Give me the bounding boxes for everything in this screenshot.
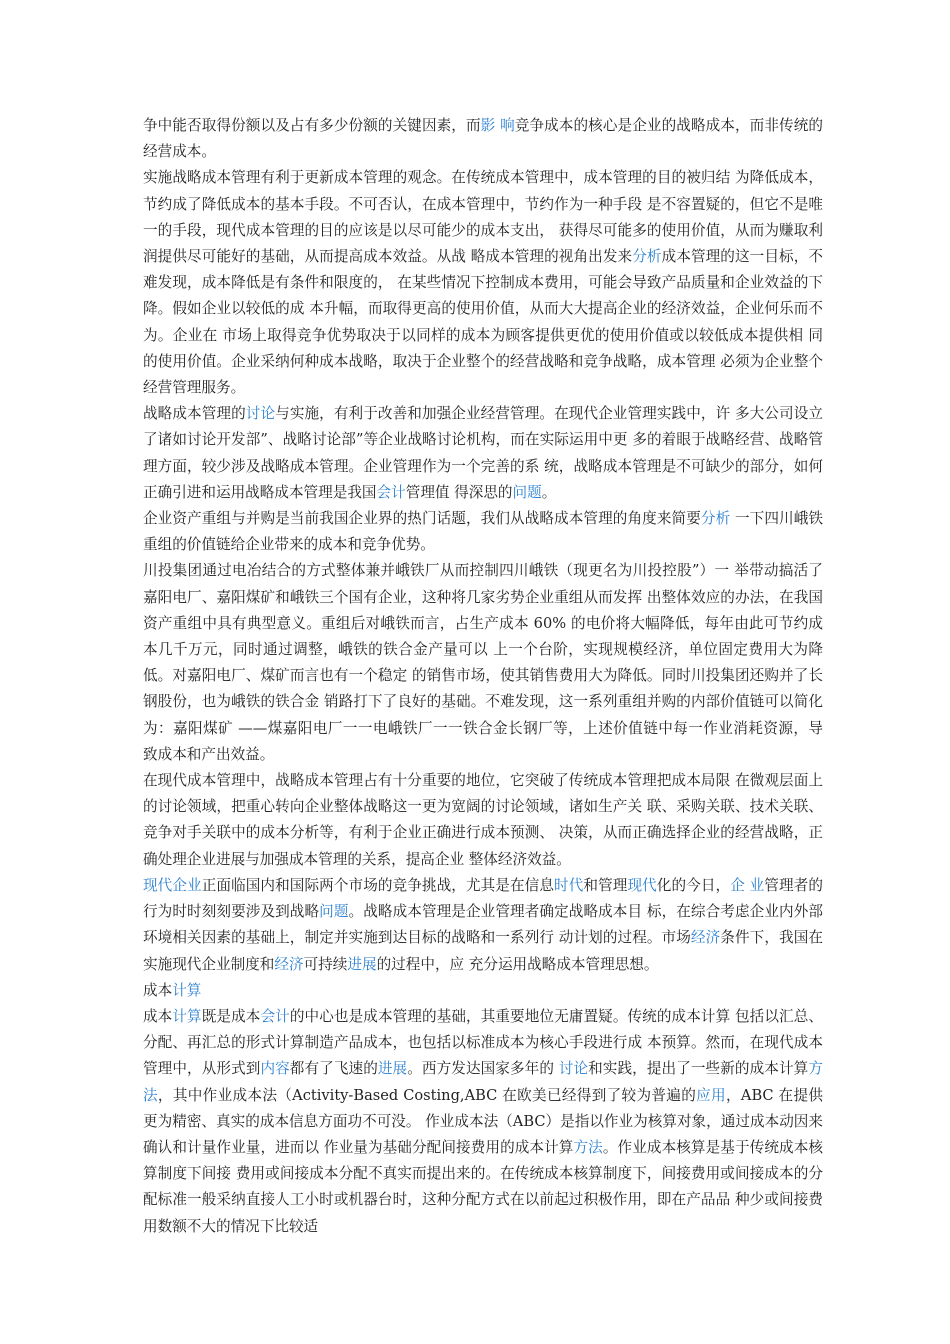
hyperlink-term[interactable]: 问题 — [319, 903, 349, 921]
hyperlink-term[interactable]: 方法 — [573, 1138, 603, 1156]
hyperlink-term[interactable]: 现代 — [627, 876, 657, 894]
body-text: ，ABC 在提供更为精密、真实的成本信息方面功不可没。 作业成本法（ABC）是指以作业为核算对象，通过成本动因来确认和计量作业量，进而以 作业量为基础分配间接费用的成本计算 — [143, 1086, 823, 1156]
hyperlink-term[interactable]: 进展 — [347, 955, 377, 973]
body-text: 一下四川峨铁重组的价值链给企业带来的成本和竞争优势。 — [143, 510, 823, 554]
hyperlink-term[interactable]: 进展 — [377, 1060, 408, 1078]
body-text: 企业资产重组与并购是当前我国企业界的热门话题，我们从战略成本管理的角度来简要 — [143, 510, 701, 528]
paragraph — [143, 873, 823, 978]
hyperlink-term[interactable]: 影 响 — [480, 117, 515, 134]
body-text: ，其中作业成本法（Activity-Based Costing,ABC 在欧美已经得到了较为普遍的 — [157, 1086, 697, 1104]
body-text: 可持续 — [303, 955, 348, 973]
hyperlink-term[interactable]: 计算 — [172, 1007, 202, 1025]
body-text: 管理者的行为时时刻刻要涉及到战略 — [143, 876, 823, 921]
hyperlink-term[interactable]: 现代企业 — [143, 876, 202, 894]
body-text: 管理值 得深思的 — [405, 483, 513, 501]
hyperlink-term[interactable]: 计算 — [172, 981, 202, 999]
body-text: 在现代成本管理中，战略成本管理占有十分重要的地位，它突破了传统成本管理把成本局限 在微观层面上的讨论领域，把重心转向企业整体战略这一更为宽阔的讨论领域，诸如生产关 联、采购关联、技术关联、竞争对手关联中的成本分析等，有利于企业正确进行成本预测、 决策，从而正确选择企业的经营战略，正确处理企业进展与加强成本管理的关系，提高企业 整体经济效益。 — [143, 772, 823, 868]
body-text: 。战略成本管理是企业管理者确定战略成本目 标，在综合考虑企业内外部环境相关因素的基础上，制定并实施到达目标的战略和一系列行 动计划的过程。市场 — [143, 903, 823, 947]
body-text: 。作业成本核算是基于传统成本核算制度下间接 费用或间接成本分配不真实而提出来的。在传统成本核算制度下，间接费用或间接成本的分 配标准一般采纳直接人工小时或机器台时，这种分配方式在以前起过积极作用，即在产品品 种少或间接费用数额不大的情况下比较适 — [143, 1138, 823, 1235]
body-text: 川投集团通过电冶结合的方式整体兼并峨铁厂从而控制四川峨铁（现更名为川投控股”）一 举带动搞活了嘉阳电厂、嘉阳煤矿和峨铁三个国有企业，这种将几家劣势企业重组从而发挥 出整体效应的办法，在我国资产重组中具有典型意义。重组后对峨铁而言，占生产成本 60% 的电价将大幅降低，每年由此可节约成本几千万元，同时通过调整，峨铁的铁合金产量可以 上一个台阶，实现规模经济，单位固定费用大为降低。对嘉阳电厂、煤矿而言也有一个稳定 的销售市场，使其销售费用大为降低。同时川投集团还购并了长钢股份，也为峨铁的铁合金 销路打下了良好的基础。不难发现，这一系列重组并购的内部价值链可以简化为：嘉阳煤矿 ——煤嘉阳电厂一一电峨铁厂一一铁合金长钢厂等，上述价值链中每一作业消耗资源，导 致成本和产出效益。 — [143, 562, 823, 763]
hyperlink-term[interactable]: 分析 — [700, 510, 731, 528]
body-text: 成本 — [143, 981, 173, 999]
hyperlink-term[interactable]: 分析 — [632, 248, 662, 266]
body-text: 和管理 — [583, 876, 628, 894]
hyperlink-term[interactable]: 应用 — [696, 1086, 726, 1104]
hyperlink-term[interactable]: 经济 — [274, 955, 304, 973]
hyperlink-term[interactable]: 方法 — [143, 1060, 823, 1104]
paragraph — [143, 165, 823, 401]
body-text: 实施战略成本管理有利于更新成本管理的观念。在传统成本管理中，成本管理的目的被归结 为降低成本，节约成了降低成本的基本手段。不可否认，在成本管理中，节约作为一种手段 是不容置疑的，但它不是唯一的手段，现代成本管理的目的应该是以尽可能少的成本支出， 获得尽可能多的使用价值，从而为赚取利润提供尽可能好的基础，从而提高成本效益。从战 略成本管理的视角出发来 — [143, 169, 823, 266]
hyperlink-term[interactable]: 时代 — [554, 876, 584, 894]
paragraph — [143, 768, 823, 873]
section-heading — [143, 978, 823, 1004]
body-text: 争中能否取得份额以及占有多少份额的关键因素，而 — [143, 117, 481, 134]
body-text: 正面临国内和国际两个市场的竞争挑战，尤其是在信息 — [201, 876, 555, 894]
body-text: 与实施，有利于改善和加强企业经营管理。在现代企业管理实践中，许 多大公司设立了诸如讨论开发部”、战略讨论部”等企业战略讨论机构，而在实际运用中更 多的着眼于战略经营、战略管理方面，较少涉及战略成本管理。企业管理作为一个完善的系 统，战略成本管理是不可缺少的部分，如何正确引进和运用战略成本管理是我国 — [143, 405, 823, 501]
body-text: 成本管理的这一目标，不难发现，成本降低是有条件和限度的， 在某些情况下控制成本费用，可能会导致产品质量和企业效益的下降。假如企业以较低的成 本升幅，而取得更高的使用价值，从而大大提高企业的经济效益，企业何乐而不为。企业在 市场上取得竞争优势取决于以同样的成本为顾客提供更优的使用价值或以较低成本提供相 同的使用价值。企业采纳何种成本战略，取决于企业整个的经营战略和竞争战略，成本管理 必须为企业整个经营管理服务。 — [143, 248, 823, 397]
body-text: 。 — [541, 483, 557, 501]
body-text: 的中心也是成本管理的基础，其重要地位无庸置疑。传统的成本计算 包括以汇总、分配、再汇总的形式计算制造产品成本，也包括以标准成本为核心手段进行成 本预算。然而，在现代成本管理中，从形式到 — [143, 1007, 823, 1078]
body-text: 和实践，提出了一些新的成本计算 — [588, 1060, 809, 1078]
paragraph — [143, 1004, 823, 1240]
hyperlink-term[interactable]: 问题 — [512, 483, 542, 501]
body-text: 的过程中，应 充分运用战略成本管理思想。 — [376, 955, 659, 973]
hyperlink-term[interactable]: 经济 — [690, 929, 721, 947]
hyperlink-term[interactable]: 讨论 — [558, 1060, 589, 1078]
hyperlink-term[interactable]: 内容 — [260, 1060, 290, 1078]
body-text: 既是成本 — [201, 1007, 261, 1025]
body-text: 竞争成本的核心是企业的战略成本，而非传统的经营成本。 — [143, 117, 823, 161]
body-text: 战略成本管理的 — [143, 405, 246, 423]
paragraph — [143, 558, 823, 768]
hyperlink-term[interactable]: 会计 — [260, 1007, 290, 1025]
paragraph — [143, 506, 823, 558]
paragraph — [143, 113, 823, 165]
hyperlink-term[interactable]: 会计 — [376, 483, 406, 501]
body-text: 化的今日， — [656, 876, 731, 894]
hyperlink-term[interactable]: 讨论 — [245, 405, 276, 423]
body-text: 都有了飞速的 — [289, 1060, 378, 1078]
document-body — [143, 113, 823, 1240]
paragraph — [143, 401, 823, 506]
hyperlink-term[interactable]: 企 业 — [730, 876, 765, 894]
body-text: 成本 — [143, 1007, 173, 1025]
body-text: 条件下，我国在实施现代企业制度和 — [143, 929, 823, 973]
body-text: 。西方发达国家多年的 — [407, 1060, 559, 1078]
